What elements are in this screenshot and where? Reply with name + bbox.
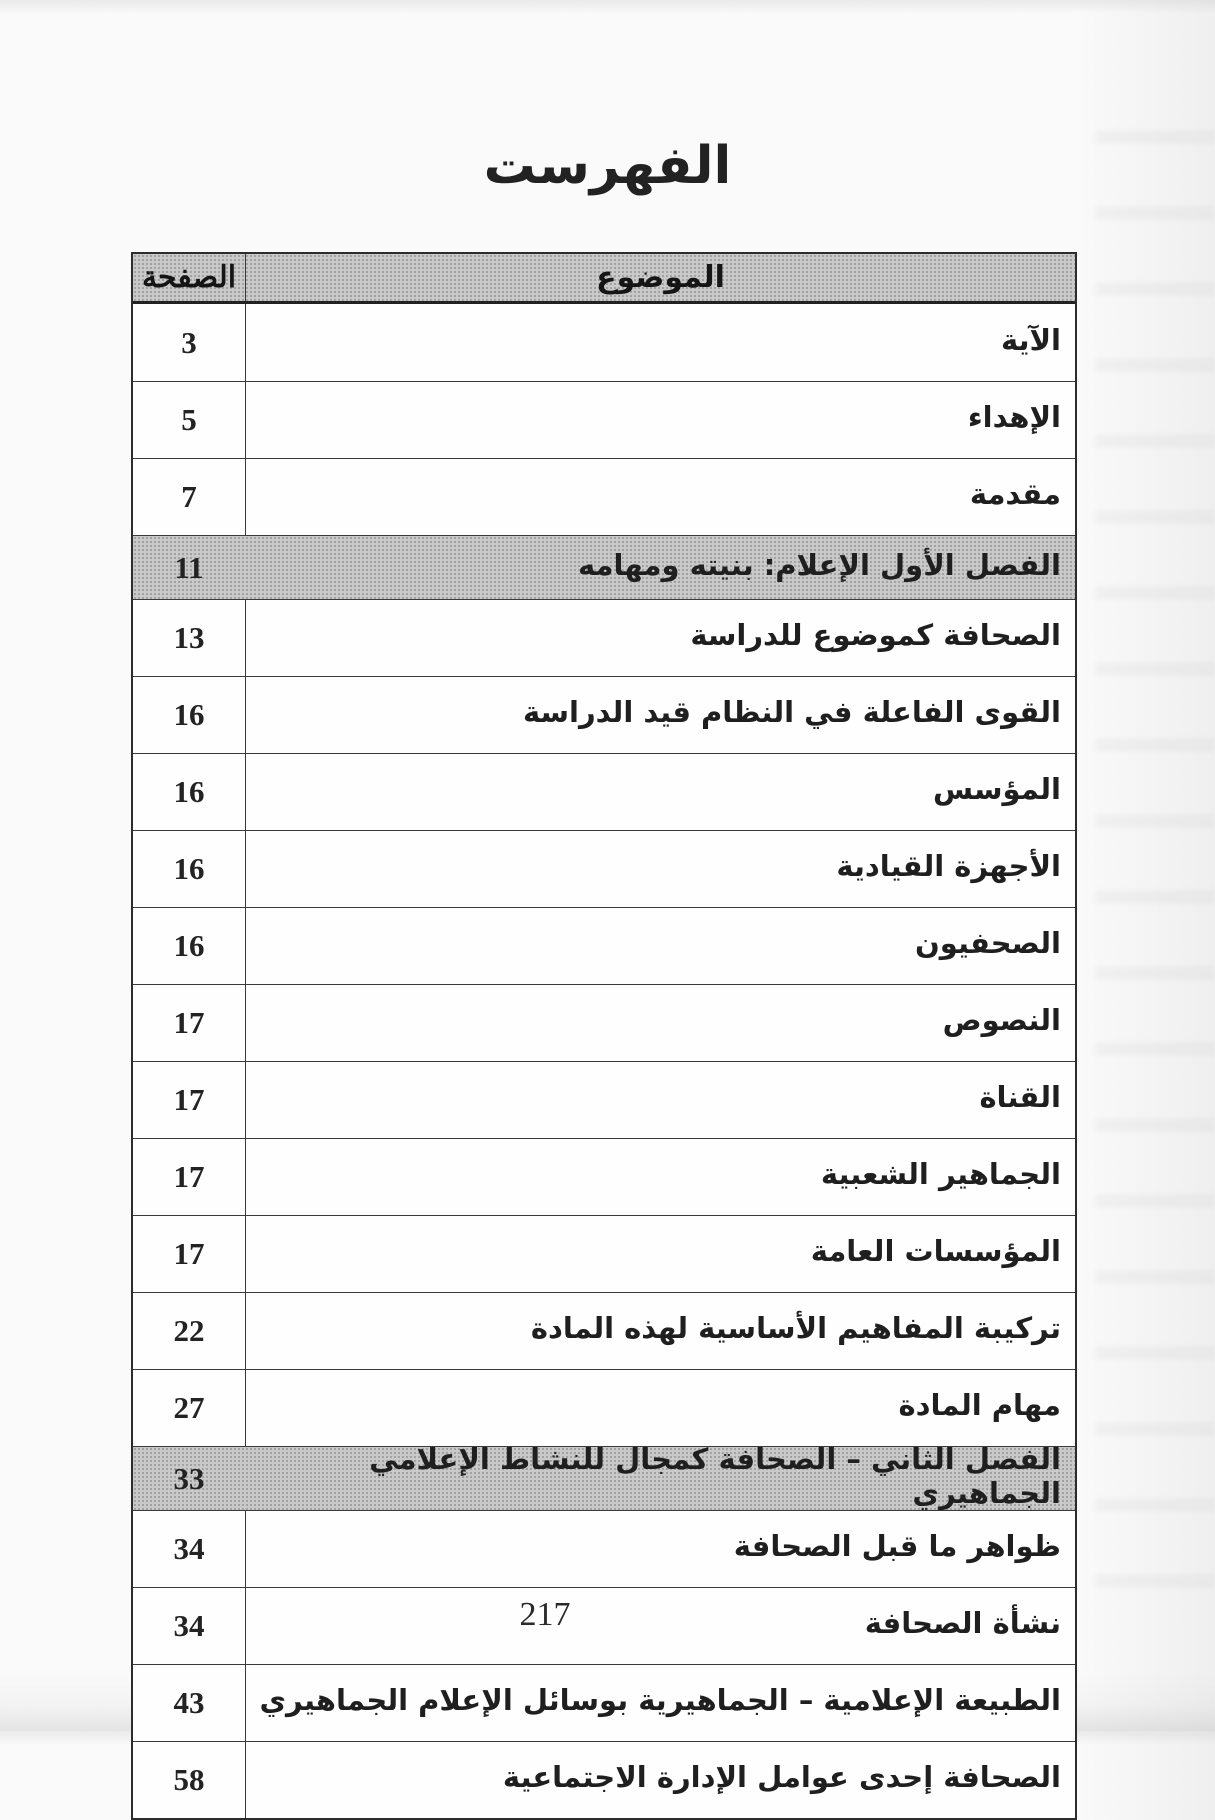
table-row bbox=[133, 535, 1075, 599]
toc-page-number: 11 bbox=[174, 549, 204, 585]
toc-topic: الجماهير الشعبية bbox=[245, 1139, 1075, 1215]
toc-body bbox=[133, 304, 1075, 1818]
toc-page-number: 17 bbox=[173, 1236, 205, 1271]
toc-topic: النصوص bbox=[245, 985, 1075, 1061]
toc-page-number: 16 bbox=[173, 774, 205, 809]
toc-topic: الصحافة إحدى عوامل الإدارة الاجتماعية bbox=[245, 1742, 1075, 1818]
toc-topic: الأجهزة القيادية bbox=[245, 831, 1075, 907]
toc-topic: الصحافة كموضوع للدراسة bbox=[245, 600, 1075, 676]
toc-topic: القناة bbox=[245, 1062, 1075, 1138]
toc-page-number: 16 bbox=[173, 697, 205, 732]
table-row bbox=[133, 304, 1075, 381]
toc-page-number: 16 bbox=[173, 928, 205, 963]
page-title: الفهرست bbox=[483, 136, 732, 196]
toc-page-number: 13 bbox=[173, 620, 205, 655]
toc-topic: ظواهر ما قبل الصحافة bbox=[245, 1511, 1075, 1587]
table-row bbox=[133, 1292, 1075, 1369]
reverse-page-ghosting bbox=[1095, 130, 1215, 1630]
toc-page-number: 22 bbox=[173, 1313, 205, 1348]
toc-topic: نشأة الصحافة bbox=[245, 1588, 1075, 1664]
toc-topic: المؤسس bbox=[245, 754, 1075, 830]
table-row bbox=[133, 984, 1075, 1061]
toc-topic: الآية bbox=[245, 304, 1075, 381]
table-row bbox=[133, 907, 1075, 984]
toc-topic: الإهداء bbox=[245, 382, 1075, 458]
table-row bbox=[133, 1215, 1075, 1292]
toc-page-number: 3 bbox=[181, 324, 197, 360]
toc-topic: مهام المادة bbox=[245, 1370, 1075, 1446]
toc-topic: الطبيعة الإعلامية – الجماهيرية بوسائل الإعلام الجماهيري bbox=[245, 1665, 1075, 1741]
table-row bbox=[133, 830, 1075, 907]
table-row bbox=[133, 381, 1075, 458]
table-row bbox=[133, 1441, 1075, 1510]
toc-topic: تركيبة المفاهيم الأساسية لهذه المادة bbox=[245, 1293, 1075, 1369]
toc-topic: الفصل الثاني – الصحافة كمجال للنشاط الإعلامي الجماهيري bbox=[369, 1441, 1061, 1510]
toc-page-number: 17 bbox=[173, 1082, 205, 1117]
toc-table bbox=[131, 252, 1077, 1820]
toc-topic: الفصل الأول الإعلام: بنيته ومهامه bbox=[577, 547, 1061, 582]
toc-page-number: 34 bbox=[173, 1531, 205, 1566]
toc-topic: المؤسسات العامة bbox=[245, 1216, 1075, 1292]
toc-page-number: 17 bbox=[173, 1159, 205, 1194]
toc-page-number: 27 bbox=[173, 1390, 205, 1425]
toc-page-number: 17 bbox=[173, 1005, 205, 1040]
table-row bbox=[133, 676, 1075, 753]
toc-page-number: 34 bbox=[173, 1608, 205, 1643]
table-row bbox=[133, 1664, 1075, 1741]
footer-page-number: 217 bbox=[519, 1596, 571, 1633]
table-row bbox=[133, 599, 1075, 676]
table-row bbox=[133, 458, 1075, 535]
table-row bbox=[133, 1741, 1075, 1818]
toc-page-number: 5 bbox=[181, 402, 197, 437]
toc-page-number: 43 bbox=[173, 1685, 205, 1720]
toc-header-row bbox=[133, 254, 1075, 304]
table-row bbox=[133, 1138, 1075, 1215]
table-row bbox=[133, 753, 1075, 830]
table-row bbox=[133, 1061, 1075, 1138]
toc-topic: القوى الفاعلة في النظام قيد الدراسة bbox=[245, 677, 1075, 753]
toc-page-number: 16 bbox=[173, 851, 205, 886]
toc-page-number: 58 bbox=[173, 1762, 205, 1797]
toc-topic: مقدمة bbox=[245, 459, 1075, 535]
toc-topic: الصحفيون bbox=[245, 908, 1075, 984]
table-row bbox=[133, 1510, 1075, 1587]
table-row bbox=[133, 1369, 1075, 1446]
toc-page-number: 33 bbox=[173, 1460, 205, 1496]
header-page-label: الصفحة bbox=[141, 261, 237, 294]
header-topic-label: الموضوع bbox=[245, 254, 1075, 301]
toc-page-number: 7 bbox=[181, 479, 197, 514]
